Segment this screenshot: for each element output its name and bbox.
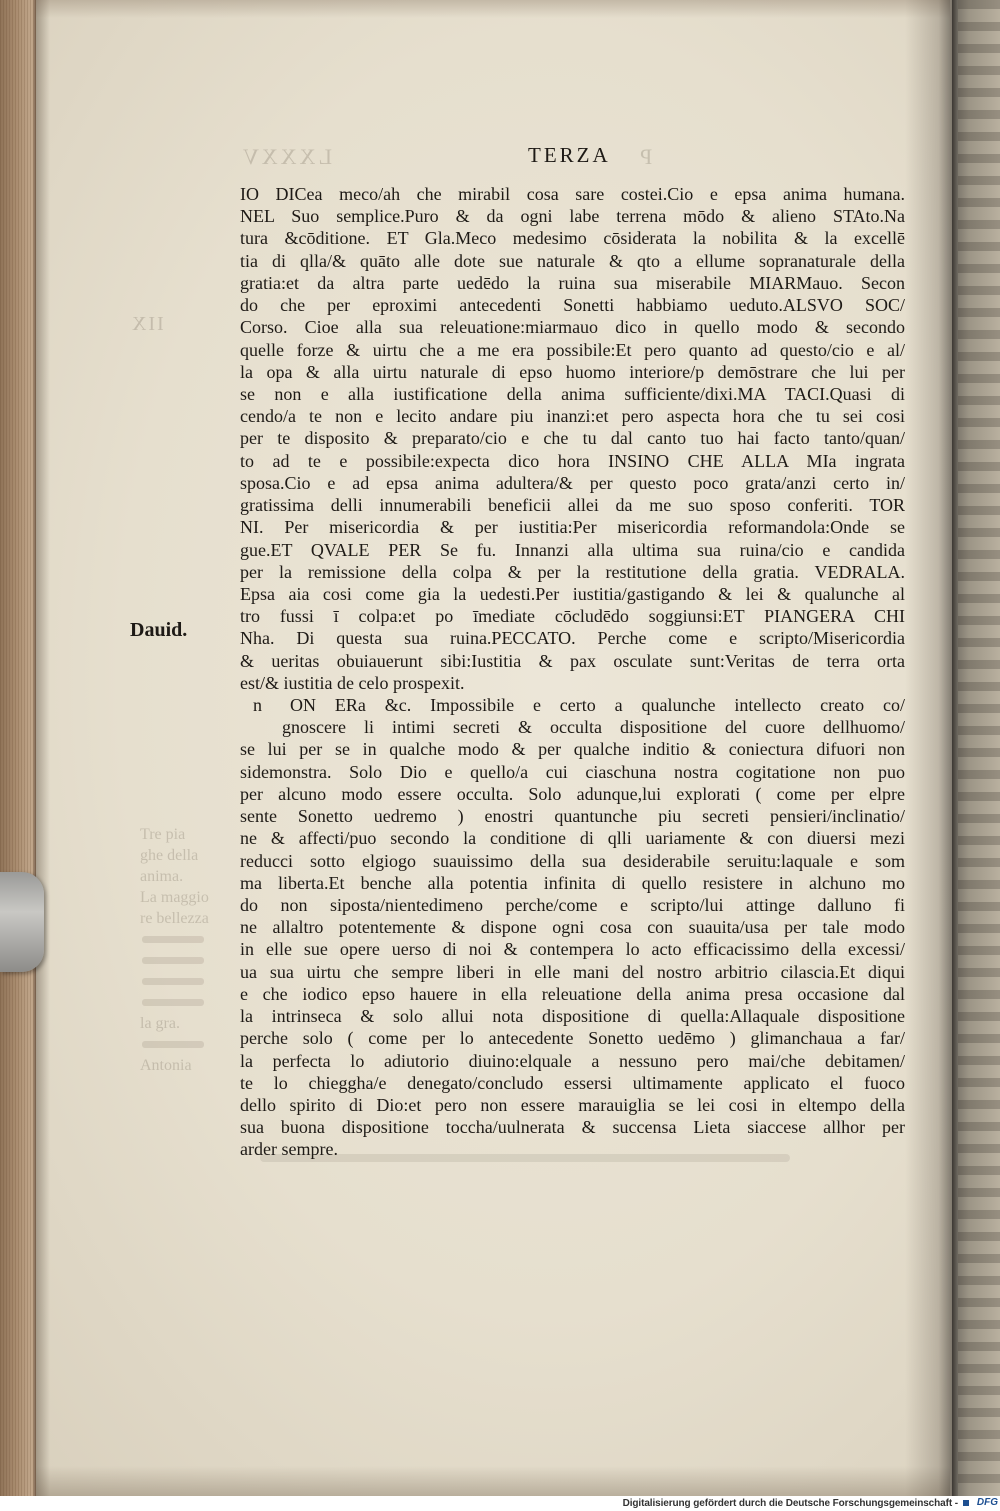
bleed-note: La maggio bbox=[140, 889, 209, 906]
text-line: gratissima delli innumerabili beneficii allei da me suo sposo conferiti. TOR bbox=[240, 495, 905, 516]
bleed-roman-numeral: IIX bbox=[130, 313, 164, 335]
text-line: la opa & alla uirtu naturale di epso huomo interiore/p demōstrare che lui per bbox=[240, 361, 905, 382]
bleed-note: re bellezza bbox=[140, 910, 209, 927]
text-line: tro fussi ī colpa:et po īmediate cōcludēdo soggiunsi:ET PIANGERA CHI bbox=[240, 606, 905, 627]
bleed-note: Antonia bbox=[140, 1057, 192, 1074]
dfg-logo: DFG bbox=[962, 1497, 998, 1509]
bleed-note: la gra. bbox=[140, 1015, 180, 1032]
page-top-edge bbox=[36, 0, 950, 18]
text-line: gnoscere li intimi secreti & occulta dispositione del cuore dellhuomo/ bbox=[282, 717, 905, 738]
text-line-content: ON ERa &c. Impossibile e certo a qualunche intellecto creato co/ bbox=[290, 695, 905, 716]
commentary-text bbox=[240, 183, 905, 1161]
running-title: TERZA bbox=[528, 143, 611, 167]
text-line: reducci sotto elgiogo suauissimo della sua desiderabile seruitu:laquale e som bbox=[240, 850, 905, 871]
text-line: tura &cōditione. ET Gla.Meco medesimo cōsiderata la nobilita & la excellē bbox=[240, 228, 905, 249]
funding-credit: Digitalisierung gefördert durch die Deutsche Forschungsgemeinschaft - bbox=[622, 1498, 958, 1509]
text-line: Corso. Cioe alla sua releuatione:miarmauo dico in quello modo & secondo bbox=[240, 317, 905, 338]
text-line: sua buona dispositione toccha/uulnerata & succensa Lieta siaccese allhor per bbox=[240, 1117, 905, 1138]
bleed-smudge bbox=[140, 950, 220, 971]
text-line: la intrinseca & solo allui nota dispositione di quella:Allaquale dispositione bbox=[240, 1006, 905, 1027]
guide-letter: n bbox=[253, 695, 262, 716]
text-line: do che per eproximi antecedenti Sonetti habbiamo ueduto.ALSVO SOC/ bbox=[240, 295, 905, 316]
text-line: gratia:et da altra parte uedēdo la ruina sua miserabile MIARMauo. Secon bbox=[240, 272, 905, 293]
text-line: & ueritas obuiauerunt sibi:Iustitia & pax osculate sunt:Veritas de terra orta bbox=[240, 650, 905, 671]
book-clasp bbox=[0, 872, 44, 972]
text-line: quelle forze & uirtu che a me era possibile:Et pero quanto ad questo/cio e al/ bbox=[240, 339, 905, 360]
text-line: sidemonstra. Solo Dio e quello/a cui ciaschuna nostra cogitatione non puo bbox=[240, 761, 905, 782]
margin-note: Dauid. bbox=[130, 619, 188, 641]
text-line: la perfecta lo adiutorio diuino:elquale a nessuno pero mai/che debitamen/ bbox=[240, 1050, 905, 1071]
bleed-note: anima. bbox=[140, 868, 184, 885]
text-line: se lui per se in qualche modo & per qualche inditio & coniectura difuori non bbox=[240, 739, 905, 760]
text-line: in elle sue opere uerso di noi & contempera lo acto efficacissimo della excessi/ bbox=[240, 939, 905, 960]
text-line-with-guide bbox=[240, 694, 905, 716]
text-line: sposa.Cio e ad epsa anima adultera/& per questo poco grata/anzi certo in/ bbox=[240, 472, 905, 493]
bleed-smudge bbox=[140, 971, 220, 992]
text-line: NI. Per misericordia & per iustitia:Per misericordia reformandola:Onde se bbox=[240, 517, 905, 538]
text-line: se non e alla iustificatione della anima sufficiente/dixi.MA TACI.Quasi di bbox=[240, 383, 905, 404]
bleed-smudge bbox=[140, 929, 220, 950]
text-line: do non siposta/nientedimeno perche/come e scripto/lui attinge dalluno fi bbox=[240, 895, 905, 915]
text-line: arder sempre. bbox=[240, 1139, 338, 1160]
text-line: ne allaltro potentemente & dispone ogni cosa con suauita/usa per tale modo bbox=[240, 917, 905, 938]
text-line: dello spirito di Dio:et pero non essere marauiglia se lei cosi in eltempo della bbox=[240, 1094, 905, 1115]
text-line: ua sua uirtu che sempre liberi in elle mani del nostro arbitrio cilascia.Et diqui bbox=[240, 961, 905, 982]
text-line: te lo chieggha/e denegato/concludo essersi ultimamente applicato el fuoco bbox=[240, 1072, 905, 1093]
digitization-footer bbox=[0, 1496, 1000, 1511]
text-line: cendo/a te non e lecito andare piu inanzi:et pero aspecta hora che tu sei cosi bbox=[240, 406, 905, 427]
bleed-folio: LXXXV bbox=[240, 144, 332, 169]
text-line: IO DICea meco/ah che mirabil cosa sare costei.Cio e epsa anima humana. bbox=[240, 184, 905, 204]
text-line: gue.ET QVALE PER Se fu. Innanzi alla ultima sua ruina/cio e candida bbox=[240, 539, 905, 560]
text-line: NEL Suo semplice.Puro & da ogni labe terrena mōdo & alieno STAto.Na bbox=[240, 206, 905, 227]
bleed-smudge bbox=[140, 1034, 220, 1055]
text-line: sente Sonetto uedremo ) enostri quantunche piu secreti pensieri/inclinatio/ bbox=[240, 806, 905, 827]
text-line: Epsa aia cosi come gia la uedesti.Per iustitia/gastigando & lei & qualunche al bbox=[240, 583, 905, 604]
gutter-shadow bbox=[905, 0, 953, 1496]
text-line: ne & affecti/puo secondo la conditione di qlli uariamente & con diuersi mezi bbox=[240, 828, 905, 849]
text-line: est/& iustitia de celo prospexit. bbox=[240, 672, 465, 693]
text-line: per alcuno modo essere occulta. Solo adunque,lui explorati ( come per elpre bbox=[240, 783, 905, 804]
text-line: tia di qlla/& quāto alle dote sue naturale & qto a ellume sopranaturale della bbox=[240, 250, 905, 271]
text-line: Nha. Di questa sua ruina.PECCATO. Perche come e scripto/Misericordia bbox=[240, 628, 905, 649]
bleed-note: ghe della bbox=[140, 847, 199, 864]
text-line: ma liberta.Et benche alla potentia infinita di quello resistere in alchuno mo bbox=[240, 872, 905, 893]
text-line: e che iodico epso hauere in ella releuatione della anima presa occasione dal bbox=[240, 983, 905, 1004]
bleed-letter: P bbox=[640, 144, 653, 169]
text-line: per la remissione della colpa & per la restitutione della gratia. VEDRALA. bbox=[240, 561, 905, 582]
text-line: per te disposito & preparato/cio e che tu dal canto tuo hai facto tanto/quan/ bbox=[240, 428, 905, 449]
facing-page-edge bbox=[952, 0, 1000, 1496]
page-bottom-edge bbox=[36, 1466, 950, 1496]
text-line: perche solo ( come per lo antecedente Sonetto uedēmo ) glimanchaua a far/ bbox=[240, 1028, 905, 1049]
bleed-margin-notes bbox=[140, 824, 220, 1076]
bleed-smudge bbox=[140, 992, 220, 1013]
page-edges-left bbox=[0, 0, 36, 1496]
bleed-note: Tre pia bbox=[140, 826, 186, 843]
text-line: to ad te e possibile:expecta dico hora INSINO CHE ALLA MIa ingrata bbox=[240, 450, 905, 471]
page-edge-shadow bbox=[36, 0, 50, 1496]
